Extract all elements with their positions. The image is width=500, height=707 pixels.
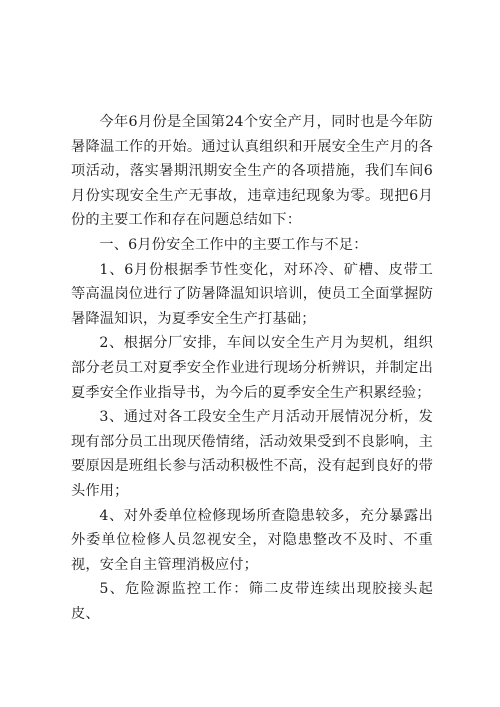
paragraph-item-2: 2、根据分厂安排，车间以安全生产月为契机，组织部分老员工对夏季安全作业进行现场分析辨识，并制定出夏季安全作业指导书，为今后的夏季安全生产积累经验； [71,335,433,401]
section-heading-main-work: 一、6月份安全工作中的主要工作与不足： [99,236,368,253]
paragraph-item-3: 3、通过对各工段安全生产月活动开展情况分析，发现有部分员工出现厌倦情绪，活动效果受到不良影响，主要原因是班组长参与活动积极性不高，没有起到良好的带头作用； [71,409,433,499]
document-body [71,110,433,626]
paragraph-item-5: 5、危险源监控工作：筛二皮带连续出现胶接头起皮、 [71,581,433,622]
paragraph-item-1: 1、6月份根据季节性变化，对环冷、矿槽、皮带工等高温岗位进行了防暑降温知识培训，使员工全面掌握防暑降温知识，为夏季安全生产打基础； [71,261,433,327]
paragraph-item-4: 4、对外委单位检修现场所查隐患较多，充分暴露出外委单位检修人员忽视安全，对隐患整改不及时、不重视，安全自主管理消极应付； [71,507,433,573]
paragraph-intro: 今年6月份是全国第24个安全产月，同时也是今年防暑降温工作的开始。通过认真组织和开展安全生产月的各项活动，落实暑期汛期安全生产的各项措施，我们车间6月份实现安全生产无事故，违章违纪现象为零。现把6月份的主要工作和存在问题总结如下： [71,114,433,229]
